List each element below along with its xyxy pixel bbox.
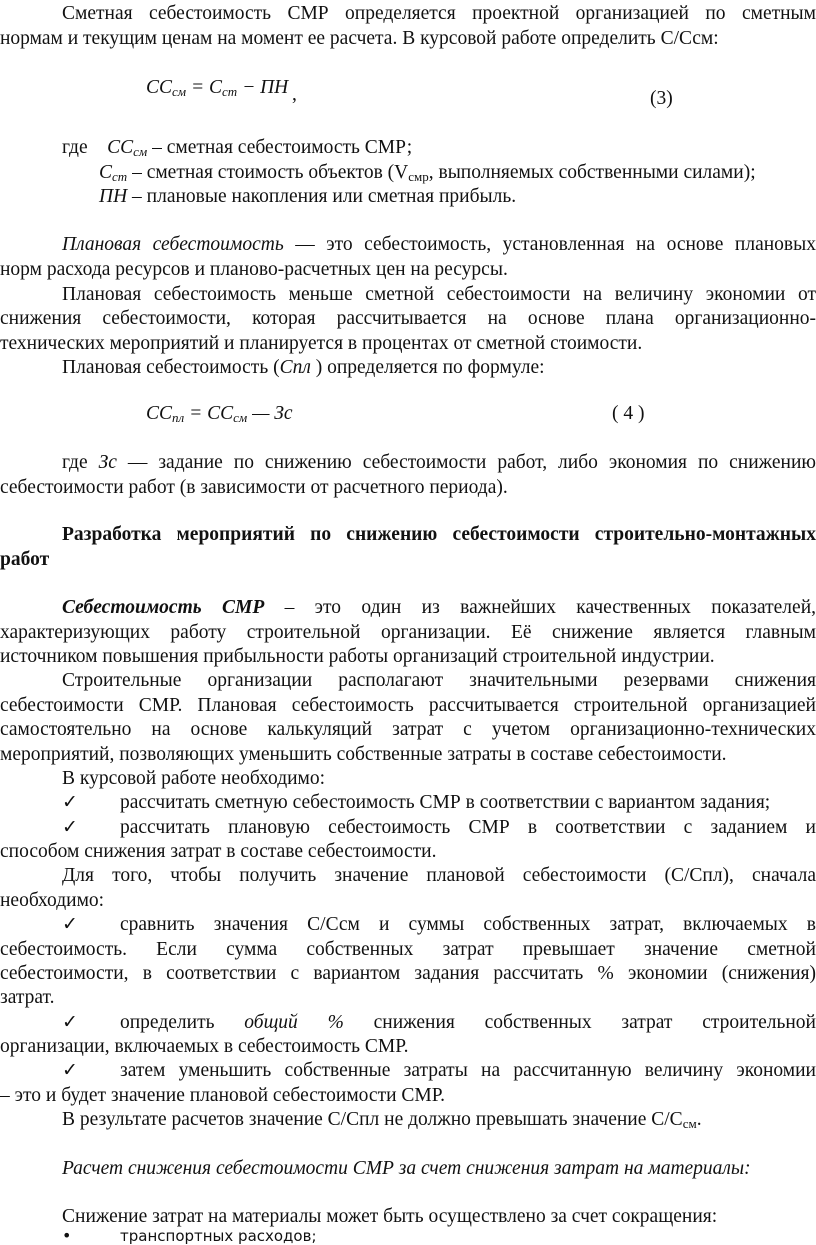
bullet-icon: • — [62, 1226, 72, 1245]
formula-3-comma: , — [292, 84, 297, 105]
check-item-4-line-2: организации, включаемых в себестоимость СМР. — [0, 1036, 409, 1057]
formula-4: $СС_{пл} = СС_{см}$ — Зс — [146, 403, 293, 425]
section-heading-line-1: Разработка мероприятий по снижению себестоимости строительно-монтажных — [62, 524, 816, 545]
formula-4-number: ( 4 ) — [612, 403, 645, 424]
where-item-3: ПН – плановые накопления или сметная прибыль. — [99, 186, 517, 207]
paragraph-1-line-2: нормам и текущим ценам на момент ее расчета. В курсовой работе определить С/Ссм: — [0, 28, 719, 49]
paragraph-7-line-1: Строительные организации располагают значительными резервами снижения — [62, 670, 816, 691]
paragraph-2-line-2: норм расхода ресурсов и планово-расчетных цен на ресурсы. — [0, 259, 508, 280]
check-item-5-line-1: затем уменьшить собственные затраты на рассчитанную величину экономии — [120, 1060, 816, 1081]
paragraph-8: В курсовой работе необходимо: — [62, 768, 326, 789]
paragraph-12: Снижение затрат на материалы может быть осуществлено за счет сокращения: — [62, 1206, 718, 1227]
check-item-3-line-4: затрат. — [0, 987, 55, 1008]
subheading-materials: Расчет снижения себестоимости СМР за счет снижения затрат на материалы: — [62, 1158, 751, 1179]
paragraph-7-line-3: самостоятельно на основе калькуляций затрат с учетом организационно-технических — [0, 719, 816, 740]
paragraph-7-line-2: себестоимости СМР. Плановая себестоимость рассчитывается строительной организацией — [0, 695, 816, 716]
check-item-4-line-1: определить общий % снижения собственных затрат строительной — [120, 1012, 816, 1033]
checkmark-icon: ✓ — [62, 791, 78, 813]
paragraph-5-line-2: себестоимости работ (в зависимости от расчетного периода). — [0, 477, 508, 498]
check-item-2-line-2: способом снижения затрат в составе себестоимости. — [0, 841, 437, 862]
check-item-2-line-1: рассчитать плановую себестоимость СМР в соответствии с заданием и — [120, 817, 816, 838]
paragraph-9-line-2: необходимо: — [0, 890, 105, 911]
paragraph-4: Плановая себестоимость (Спл ) определяется по формуле: — [62, 357, 545, 378]
paragraph-6-line-2: характеризующих работу строительной организации. Её снижение является главным — [0, 622, 816, 643]
paragraph-1-line-1: Сметная себестоимость СМР определяется проектной организацией по сметным — [62, 3, 816, 24]
checkmark-icon: ✓ — [62, 1011, 78, 1033]
paragraph-3-line-2: снижения себестоимости, которая рассчитывается на основе плана организационно- — [0, 308, 816, 329]
paragraph-2-line-1: Плановая себестоимость — это себестоимость, установленная на основе плановых — [62, 234, 816, 255]
paragraph-3-line-3: технических мероприятий и планируется в процентах от сметной стоимости. — [0, 333, 643, 354]
where-list: где $СС_{см}$ – сметная себестоимость СМР; — [62, 137, 413, 159]
checkmark-icon: ✓ — [62, 816, 78, 838]
paragraph-7-line-4: мероприятий, позволяющих уменьшить собственные затраты в составе себестоимости. — [0, 744, 727, 765]
checkmark-icon: ✓ — [62, 1059, 78, 1081]
paragraph-10: В результате расчетов значение С/Спл не должно превышать значение $С/С_{см}$. — [62, 1109, 702, 1131]
where-item-2: $С_{ст}$ – сметная стоимость объектов ($V_{смр}$, выполняемых собственными силами); — [99, 162, 756, 184]
formula-3: $СС_{см} = С_{ст}$ − ПН — [146, 77, 289, 99]
bullet-item-1: транспортных расходов; — [120, 1227, 317, 1245]
check-item-5-line-2: – это и будет значение плановой себестоимости СМР. — [0, 1085, 446, 1106]
paragraph-6-line-3: источником повышения прибыльности работы организаций строительной индустрии. — [0, 646, 715, 667]
where-word: где — [62, 137, 88, 158]
check-item-1: рассчитать сметную себестоимость СМР в соответствии с вариантом задания; — [120, 792, 771, 813]
check-item-3-line-1: сравнить значения С/Ссм и суммы собственных затрат, включаемых в — [120, 914, 816, 935]
checkmark-icon: ✓ — [62, 913, 78, 935]
section-heading-line-2: работ — [0, 549, 50, 570]
paragraph-9-line-1: Для того, чтобы получить значение плановой себестоимости (С/Спл), сначала — [62, 865, 816, 886]
check-item-3-line-2: себестоимость. Если сумма собственных затрат превышает значение сметной — [0, 939, 816, 960]
paragraph-6-line-1: Себестоимость СМР – это один из важнейших качественных показателей, — [62, 597, 816, 618]
check-item-3-line-3: себестоимости, в соответствии с вариантом задания рассчитать % экономии (снижения) — [0, 963, 816, 984]
paragraph-3-line-1: Плановая себестоимость меньше сметной себестоимости на величину экономии от — [62, 284, 816, 305]
paragraph-5-line-1: где Зс — задание по снижению себестоимости работ, либо экономия по снижению — [62, 452, 816, 473]
formula-3-number: (3) — [650, 88, 673, 109]
